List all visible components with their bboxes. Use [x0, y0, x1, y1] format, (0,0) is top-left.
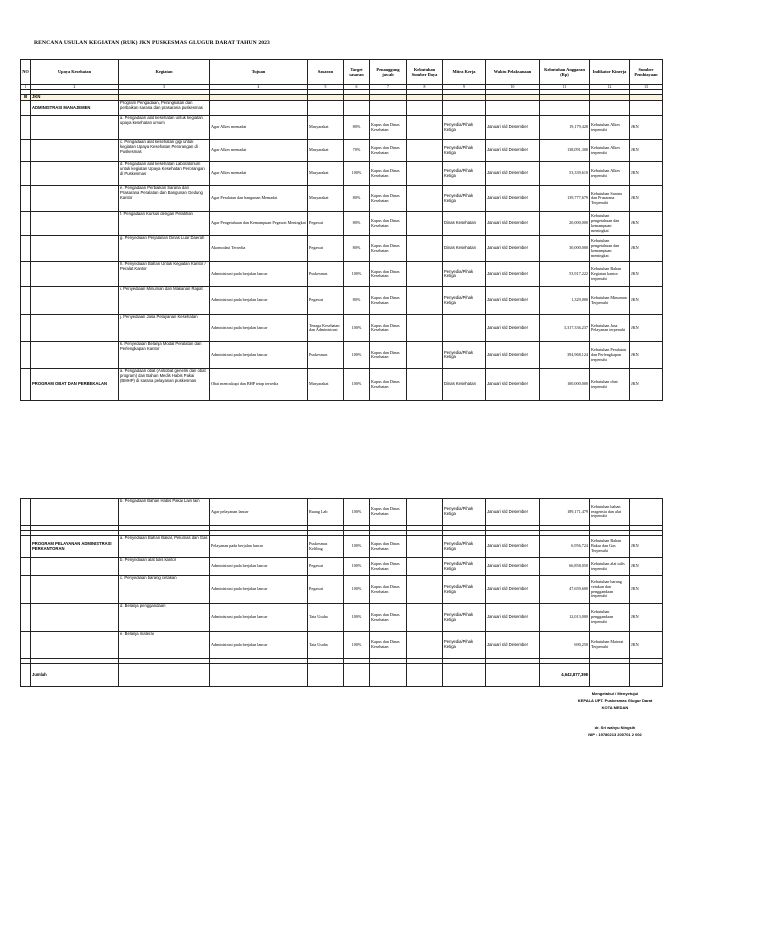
cell-waktu: Januari s/d Desember [486, 186, 540, 212]
header-tujuan: Tujuan [210, 60, 308, 85]
cell-target: 100% [344, 315, 370, 342]
cell-target: 100% [344, 162, 370, 186]
header-anggaran: Kebutuhan Anggaran (Rp) [540, 60, 590, 85]
cell-pj: Kapus dan Dinas Kesehatan [370, 315, 407, 342]
cell-upaya [31, 342, 119, 369]
col-number: 6 [344, 85, 370, 90]
cell-pj [370, 101, 407, 116]
cell-indikator: Kebutuhan Materai Terpenuhi [590, 632, 630, 659]
cell-target: 100% [344, 369, 370, 401]
cell-indikator: Kebutuhan pengetahuan dan kemampuan meningkat [590, 236, 630, 262]
table-row [21, 140, 663, 162]
cell-sasaran: Ruang Lab [308, 499, 344, 526]
table-row [21, 162, 663, 186]
table-row [21, 101, 663, 116]
cell-sumber-daya [407, 116, 443, 140]
cell-sumber-daya [407, 499, 443, 526]
cell-pembiayaan: JKN [630, 536, 663, 558]
cell-tujuan: Pelayanan pada berjalan lancar [210, 536, 308, 558]
cell-sasaran: Masyarakat [308, 162, 344, 186]
cell-waktu: Januari s/d Desember [486, 116, 540, 140]
cell-no [21, 604, 31, 632]
cell-sasaran: Puskesmas [308, 342, 344, 369]
cell-no [21, 315, 31, 342]
cell-sumber-daya [407, 632, 443, 659]
cell-target: 100% [344, 262, 370, 287]
cell-pembiayaan: JKN [630, 576, 663, 604]
cell-indikator: Kebutuhan penggandaan terpenuhi [590, 604, 630, 632]
cell-mitra: Penyedia/Pihak Ketiga [443, 576, 486, 604]
cell-sasaran: Puskesmas Keliling [308, 536, 344, 558]
cell-indikator: Kebutuhan Sarana dan Prasarana Terpenuhi [590, 186, 630, 212]
cell-target: 80% [344, 212, 370, 236]
cell-upaya [31, 315, 119, 342]
cell-upaya [31, 116, 119, 140]
cell-indikator: Kebutuhan Alkes terpenuhi [590, 116, 630, 140]
cell-pembiayaan: JKN [630, 558, 663, 576]
cell-pembiayaan: JKN [630, 212, 663, 236]
cell-target: 70% [344, 140, 370, 162]
header-kegiatan: Kegiatan [119, 60, 210, 85]
cell-waktu: Januari s/d Desember [486, 632, 540, 659]
table-row [21, 236, 663, 262]
cell-target [344, 101, 370, 116]
cell-indikator: Kebutuhan pengetahuan dan kemampuan meningkat [590, 212, 630, 236]
cell-mitra: Dinas Kesehatan [443, 236, 486, 262]
cell-pembiayaan: JKN [630, 116, 663, 140]
cell-kegiatan: f. Pengadaan Kursus dengan Pelatihan [119, 212, 210, 236]
cell-kegiatan: d. Pengadaan alat kesehatan Laboratorium untuk kegiatan Upaya Kesehatan Perorangan di Puskesmas [119, 162, 210, 186]
cell-upaya [31, 262, 119, 287]
cell-no [21, 116, 31, 140]
cell-anggaran: 53,339,610 [540, 162, 590, 186]
header-mitra: Mitra Kerja [443, 60, 486, 85]
cell-sumber-daya [407, 262, 443, 287]
cell-indikator: Kebutuhan Peralatan dan Perlengkapan terpenuhi [590, 342, 630, 369]
signature-line2: KEPALA UPT. Puskesmas Glugur Darat [577, 698, 653, 704]
col-number: 13 [630, 85, 663, 90]
cell-anggaran: 690,250 [540, 632, 590, 659]
cell-sumber-daya [407, 369, 443, 401]
cell-pembiayaan: JKN [630, 262, 663, 287]
col-number: 10 [486, 85, 540, 90]
table-row [21, 558, 663, 576]
cell-tujuan: Administrasi pada berjalan lancar [210, 632, 308, 659]
section-number: III [21, 95, 31, 101]
cell-mitra: Penyedia/Pihak Ketiga [443, 262, 486, 287]
cell-pembiayaan: JKN [630, 315, 663, 342]
table-row [21, 604, 663, 632]
cell-sumber-daya [407, 342, 443, 369]
cell-mitra [443, 101, 486, 116]
cell-kegiatan: c. Pengadaan alat kesehatan gigi untuk kegiatan Upaya Kesehatan Perorangan di Puskesmas [119, 140, 210, 162]
cell-anggaran: 3,317,336,237 [540, 315, 590, 342]
cell-mitra: Dinas Kesehatan [443, 212, 486, 236]
header-row [21, 60, 663, 85]
cell-pj: Kapus dan Dinas Kesehatan [370, 140, 407, 162]
col-number: 11 [540, 85, 590, 90]
cell-pembiayaan: JKN [630, 287, 663, 315]
cell-mitra: Penyedia/Pihak Ketiga [443, 499, 486, 526]
cell-waktu: Januari s/d Desember [486, 369, 540, 401]
cell-anggaran: 189,171,479 [540, 499, 590, 526]
cell-kegiatan: d. Belanja penggandaan [119, 604, 210, 632]
cell-indikator: Kebutuhan barang cetakan dan penggandaan terpenuhi [590, 576, 630, 604]
cell-indikator: Kebutuhan obat terpenuhi [590, 369, 630, 401]
cell-kegiatan: Program Pengadaan, Peningkatan dan perbaikan sarana dan prasarana puskesmas [119, 101, 210, 116]
table-row [21, 576, 663, 604]
cell-pembiayaan: JKN [630, 162, 663, 186]
cell-target: 80% [344, 287, 370, 315]
cell-sasaran: Tata Usaha [308, 604, 344, 632]
upaya-pelayanan-label: PROGRAM PELAYANAN ADMINISTRASI PERKANTORAN [31, 536, 119, 558]
cell-tujuan: Agar Peralatan dan bangunan Memadai [210, 186, 308, 212]
cell-tujuan: Agar Alkes memadai [210, 116, 308, 140]
cell-sasaran: Tata Usaha [308, 632, 344, 659]
cell-target: 80% [344, 186, 370, 212]
cell-target: 100% [344, 604, 370, 632]
cell-mitra [443, 315, 486, 342]
cell-indikator: Kebutuhan Jasa Pelayanan terpenuhi [590, 315, 630, 342]
cell-kegiatan: c. Penyediaan barang cetakan [119, 576, 210, 604]
cell-sumber-daya [407, 236, 443, 262]
cell-no [21, 101, 31, 116]
jumlah-total: 4,642,877,398 [540, 664, 590, 687]
cell-mitra: Penyedia/Pihak Ketiga [443, 140, 486, 162]
cell-waktu [486, 101, 540, 116]
cell-upaya [31, 140, 119, 162]
cell-waktu: Januari s/d Desember [486, 287, 540, 315]
cell-pj: Kapus dan Dinas Kesehatan [370, 287, 407, 315]
col-number: 3 [119, 85, 210, 90]
table-row [21, 342, 663, 369]
signature-line3: KOTA MEDAN [601, 705, 629, 711]
col-number: 2 [31, 85, 119, 90]
cell-pj: Kapus dan Dinas Kesehatan [370, 162, 407, 186]
cell-indikator: Kebutuhan Alkes terpenuhi [590, 162, 630, 186]
cell-sasaran: Pegawai [308, 558, 344, 576]
cell-tujuan: Agar Alkes memadai [210, 162, 308, 186]
header-indikator: Indikator Kinerja [590, 60, 630, 85]
header-upaya: Upaya Kesehatan [31, 60, 119, 85]
signature-line1: Mengetahui / Menyetujui [591, 691, 639, 696]
cell-sasaran: Puskesmas [308, 262, 344, 287]
cell-sasaran: Pegawai [308, 576, 344, 604]
cell-upaya [31, 236, 119, 262]
cell-waktu: Januari s/d Desember [486, 315, 540, 342]
cell-tujuan: Agar Pengetahuan dan Kemampuan Pegawai Meningkat [210, 212, 308, 236]
col-number: 12 [590, 85, 630, 90]
col-number: 9 [443, 85, 486, 90]
cell-mitra: Penyedia/Pihak Ketiga [443, 536, 486, 558]
cell-waktu: Januari s/d Desember [486, 262, 540, 287]
cell-sumber-daya [407, 101, 443, 116]
cell-pj: Kapus dan Dinas Kesehatan [370, 236, 407, 262]
cell-pj: Kapus dan Dinas Kesehatan [370, 116, 407, 140]
cell-tujuan: Administrasi pada berjalan lancar [210, 287, 308, 315]
cell-no [21, 236, 31, 262]
table-row [21, 287, 663, 315]
cell-kegiatan: b. Pengadaan Bahan Habis Pakai Lain lain [119, 499, 210, 526]
jumlah-row [21, 664, 663, 687]
cell-mitra: Penyedia/Pihak Ketiga [443, 604, 486, 632]
upaya-admin-label: ADMINISTRASI MANAJEMEN [31, 101, 119, 116]
cell-upaya [31, 632, 119, 659]
cell-upaya [31, 576, 119, 604]
cell-upaya [31, 287, 119, 315]
cell-target: 100% [344, 499, 370, 526]
cell-no [21, 499, 31, 526]
cell-anggaran: 20,000,000 [540, 212, 590, 236]
cell-tujuan: Agar pelayanan lancar [210, 499, 308, 526]
signature-nip: NIP : 19780213 200701 2 002 [588, 731, 642, 737]
cell-upaya [31, 558, 119, 576]
cell-sumber-daya [407, 558, 443, 576]
cell-target: 80% [344, 116, 370, 140]
cell-pembiayaan: JKN [630, 236, 663, 262]
cell-target: 100% [344, 576, 370, 604]
cell-anggaran: 6,956,724 [540, 536, 590, 558]
cell-indikator: Kebutuhan Bahan Kegiatan kantor terpenuhi [590, 262, 630, 287]
cell-pj: Kapus dan Dinas Kesehatan [370, 536, 407, 558]
cell-mitra: Penyedia/Pihak Ketiga [443, 287, 486, 315]
cell-upaya [31, 604, 119, 632]
cell-no [21, 140, 31, 162]
cell-waktu: Januari s/d Desember [486, 536, 540, 558]
cell-anggaran: 100,000,000 [540, 369, 590, 401]
cell-anggaran: 66,858,050 [540, 558, 590, 576]
cell-kegiatan: i. Penyediaan Minuman dan Makanan Rapat [119, 287, 210, 315]
table-row [21, 499, 663, 526]
cell-tujuan: Akomodasi Tersedia [210, 236, 308, 262]
header-waktu: Waktu Pelaksanaan [486, 60, 540, 85]
cell-sasaran: Masyarakat [308, 140, 344, 162]
col-number: 7 [370, 85, 407, 90]
cell-tujuan: Agar Alkes memadai [210, 140, 308, 162]
table-row [21, 262, 663, 287]
section-label: JKN [31, 95, 119, 101]
cell-kegiatan: e. Belanja materai [119, 632, 210, 659]
cell-anggaran: 30,000,000 [540, 236, 590, 262]
cell-target: 100% [344, 558, 370, 576]
cell-pj: Kapus dan Dinas Kesehatan [370, 632, 407, 659]
cell-pj: Kapus dan Dinas Kesehatan [370, 186, 407, 212]
cell-pj: Kapus dan Dinas Kesehatan [370, 576, 407, 604]
cell-anggaran: 19,179,428 [540, 116, 590, 140]
cell-anggaran: 138,091,300 [540, 140, 590, 162]
col-number: 4 [210, 85, 308, 90]
cell-waktu: Januari s/d Desember [486, 342, 540, 369]
cell-anggaran: 12,013,000 [540, 604, 590, 632]
cell-waktu: Januari s/d Desember [486, 212, 540, 236]
cell-anggaran: 53,917,222 [540, 262, 590, 287]
cell-target: 80% [344, 236, 370, 262]
table-row [21, 632, 663, 659]
cell-waktu: Januari s/d Desember [486, 558, 540, 576]
cell-target: 100% [344, 342, 370, 369]
cell-no [21, 212, 31, 236]
cell-anggaran: 47,659,600 [540, 576, 590, 604]
header-no: NO [21, 60, 31, 85]
table-row [21, 315, 663, 342]
cell-mitra: Dinas Kesehatan [443, 369, 486, 401]
cell-tujuan: Administrasi pada berjalan lancar [210, 576, 308, 604]
cell-waktu: Januari s/d Desember [486, 499, 540, 526]
cell-pembiayaan: JKN [630, 604, 663, 632]
cell-kegiatan: a. Pengadaan obat (Antiobat generik dan obat program) dan Bahan Medis Habis Pakai (BMHP) di sarana pelayanan puskesmas [119, 369, 210, 401]
cell-indikator: Kebutuhan Alkes terpenuhi [590, 140, 630, 162]
cell-sasaran: Pegawai [308, 287, 344, 315]
ruk-table-page2 [20, 498, 663, 687]
cell-sasaran: Pegawai [308, 236, 344, 262]
cell-indikator [590, 101, 630, 116]
cell-mitra: Penyedia/Pihak Ketiga [443, 632, 486, 659]
cell-tujuan: Administrasi pada berjalan lancar [210, 558, 308, 576]
cell-sumber-daya [407, 576, 443, 604]
signature-block [560, 690, 670, 738]
cell-kegiatan: e. Pengadaan Perbaikan Sarana dan Prasarana Peralatan dan Bangunan Gedung Kantor [119, 186, 210, 212]
cell-mitra: Penyedia/Pihak Ketiga [443, 558, 486, 576]
cell-sasaran: Masyarakat [308, 369, 344, 401]
header-pembiayaan: Sumber Pembiayaan [630, 60, 663, 85]
cell-indikator: Kebutuhan Bahan Bakar dan Gas Terpenuhi [590, 536, 630, 558]
cell-target: 100% [344, 536, 370, 558]
cell-pj: Kapus dan Dinas Kesehatan [370, 342, 407, 369]
cell-pj: Kapus dan Dinas Kesehatan [370, 369, 407, 401]
cell-sumber-daya [407, 287, 443, 315]
header-pj: Penanggung jawab [370, 60, 407, 85]
cell-target: 100% [344, 632, 370, 659]
cell-waktu: Januari s/d Desember [486, 576, 540, 604]
cell-sasaran: Pegawai [308, 212, 344, 236]
cell-pembiayaan: JKN [630, 369, 663, 401]
cell-no [21, 287, 31, 315]
cell-pembiayaan [630, 101, 663, 116]
cell-sasaran: Masyarakat [308, 186, 344, 212]
cell-indikator: Kebutuhan bahan reagensia dan alat terpenuhi [590, 499, 630, 526]
cell-kegiatan: a. Penyediaan Bahan Bakar, Pelumas dan Gas [119, 536, 210, 558]
header-sumber-daya: Kebutuhan Sumber Daya [407, 60, 443, 85]
page-title: RENCANA USULAN KEGIATAN (RUK) JKN PUSKESMAS GLUGUR DARAT TAHUN 2023 [34, 40, 270, 46]
cell-tujuan: Administrasi pada berjalan lancar [210, 342, 308, 369]
cell-mitra: Penyedia/Pihak Ketiga [443, 186, 486, 212]
cell-pj: Kapus dan Dinas Kesehatan [370, 212, 407, 236]
cell-sumber-daya [407, 212, 443, 236]
col-number: 8 [407, 85, 443, 90]
cell-tujuan: Obat mencukupi dan BHP tetap tersedia [210, 369, 308, 401]
cell-mitra: Penyedia/Pihak Ketiga [443, 116, 486, 140]
cell-no [21, 576, 31, 604]
cell-indikator: Kebutuhan alat tulis terpenuhi [590, 558, 630, 576]
cell-sumber-daya [407, 536, 443, 558]
cell-anggaran [540, 101, 590, 116]
cell-pembiayaan: JKN [630, 186, 663, 212]
cell-pembiayaan: JKN [630, 632, 663, 659]
cell-indikator: Kebutuhan Minuman Terpenuhi [590, 287, 630, 315]
cell-sasaran: Masyarakat [308, 116, 344, 140]
table-row [21, 116, 663, 140]
cell-upaya [31, 499, 119, 526]
cell-no [21, 262, 31, 287]
cell-no [21, 536, 31, 558]
cell-tujuan: Administrasi pada berjalan lancar [210, 604, 308, 632]
cell-no [21, 558, 31, 576]
cell-pj: Kapus dan Dinas Kesehatan [370, 499, 407, 526]
table-row [21, 369, 663, 401]
cell-pj: Kapus dan Dinas Kesehatan [370, 558, 407, 576]
table-row [21, 212, 663, 236]
jumlah-label: Jumlah [31, 664, 119, 687]
cell-no [21, 186, 31, 212]
cell-waktu: Januari s/d Desember [486, 236, 540, 262]
cell-waktu: Januari s/d Desember [486, 162, 540, 186]
table-row [21, 536, 663, 558]
signature-name: dr. Sri wahyu Ningsih [594, 724, 636, 730]
cell-pj: Kapus dan Dinas Kesehatan [370, 262, 407, 287]
cell-sumber-daya [407, 315, 443, 342]
cell-waktu: Januari s/d Desember [486, 604, 540, 632]
cell-kegiatan: a. Pengadaan alat kesehatan untuk kegiatan upaya kesehatan umum [119, 116, 210, 140]
cell-sasaran: Tenaga Kesehatan dan Administrasi [308, 315, 344, 342]
cell-tujuan: Administrasi pada berjalan lancar [210, 262, 308, 287]
cell-sasaran [308, 101, 344, 116]
cell-no [21, 162, 31, 186]
cell-sumber-daya [407, 604, 443, 632]
header-sasaran: Sasaran [308, 60, 344, 85]
col-number: 5 [308, 85, 344, 90]
ruk-table-page1 [20, 59, 663, 401]
cell-sumber-daya [407, 162, 443, 186]
cell-kegiatan: g. Penyediaan Perjalanan Dinas Luar Daerah [119, 236, 210, 262]
cell-pj: Kapus dan Dinas Kesehatan [370, 604, 407, 632]
cell-anggaran: 139,777,679 [540, 186, 590, 212]
cell-upaya [31, 162, 119, 186]
header-target: Target sasaran [344, 60, 370, 85]
cell-sumber-daya [407, 140, 443, 162]
col-number: 1 [21, 85, 31, 90]
cell-pembiayaan: JKN [630, 140, 663, 162]
cell-upaya [31, 212, 119, 236]
cell-kegiatan: k. Penyediaan Belanja Modal Peralatan dan Perlengkapan Kantor [119, 342, 210, 369]
cell-mitra: Penyedia/Pihak Ketiga [443, 342, 486, 369]
cell-mitra: Penyedia/Pihak Ketiga [443, 162, 486, 186]
table-row [21, 186, 663, 212]
cell-tujuan [210, 101, 308, 116]
cell-kegiatan: j. Penyediaan Jasa Pelayanan Kesehatan [119, 315, 210, 342]
cell-anggaran: 1,329,000 [540, 287, 590, 315]
cell-sumber-daya [407, 186, 443, 212]
cell-upaya [31, 186, 119, 212]
cell-pembiayaan: JKN [630, 342, 663, 369]
cell-no [21, 369, 31, 401]
cell-kegiatan: b. Penyediaan alat tulis kantor [119, 558, 210, 576]
cell-pembiayaan [630, 499, 663, 526]
cell-waktu: Januari s/d Desember [486, 140, 540, 162]
cell-anggaran: 394,968,124 [540, 342, 590, 369]
cell-kegiatan: h. Penyediaan Bahan Untuk Kegiatan Kantor / Peralat Kantor [119, 262, 210, 287]
cell-no [21, 632, 31, 659]
upaya-obat-label: PROGRAM OBAT DAN PERBEKALAN [31, 369, 119, 401]
cell-no [21, 342, 31, 369]
cell-tujuan: Administrasi pada berjalan lancar [210, 315, 308, 342]
